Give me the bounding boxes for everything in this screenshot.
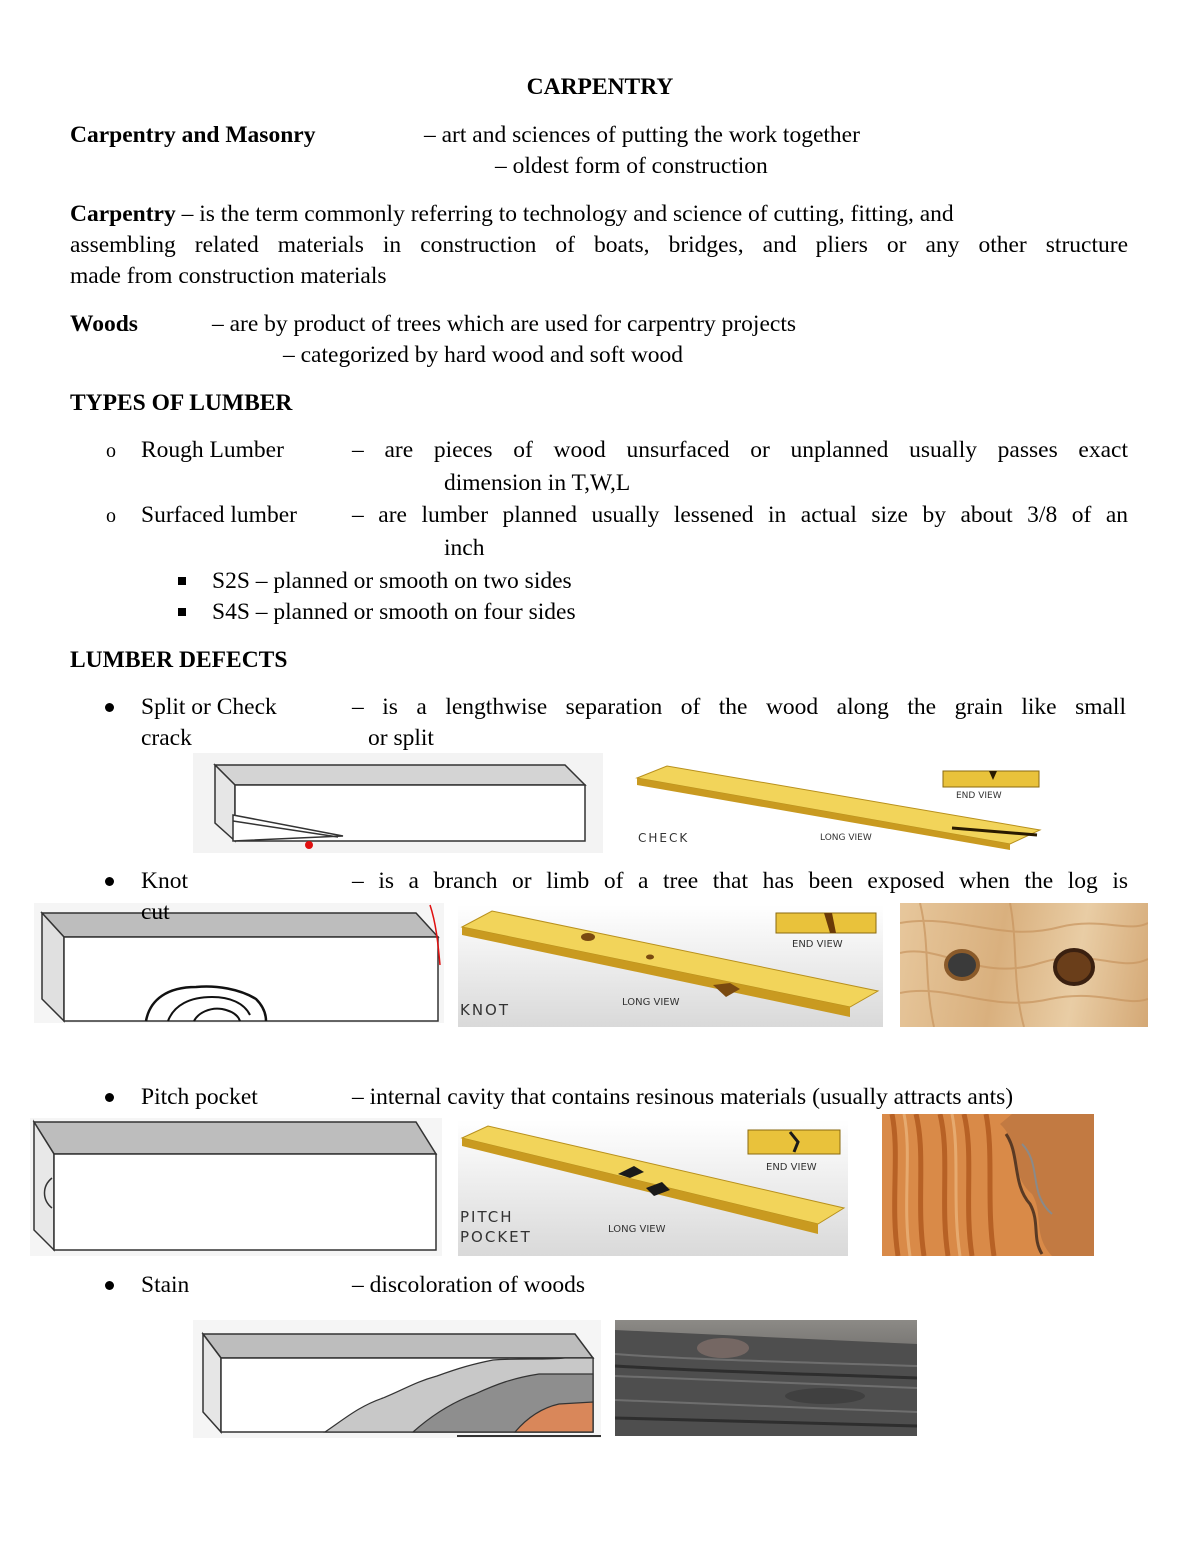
surfaced-lumber-def-1: – are lumber planned usually lessened in actual size by about 3/8 of an (352, 502, 1128, 528)
long-view-label: LONG VIEW (820, 833, 872, 843)
circle-bullet-icon: o (106, 505, 116, 527)
def-carpentry: – is the term commonly referring to technology and science of cutting, fitting, and (181, 201, 954, 227)
term-carpentry-masonry: Carpentry and Masonry (70, 122, 316, 148)
knot-name-1: Knot (141, 868, 188, 894)
carpentry-paragraph-line1 (70, 199, 1128, 230)
rough-lumber-def-1: – are pieces of wood unsurfaced or unplanned usually passes exact (352, 437, 1128, 463)
stain-block-diagram (193, 1320, 601, 1438)
pitch-def-1: – internal cavity that contains resinous materials (usually attracts ants) (352, 1084, 1014, 1110)
pitch-label-1: PITCH (460, 1208, 514, 1226)
carpentry-paragraph-line2: assembling related materials in construction of boats, bridges, and pliers or any other structure (70, 232, 1128, 258)
s4s-item: S4S – planned or smooth on four sides (212, 599, 576, 625)
knot-block-diagram (34, 903, 444, 1023)
stain-photo (615, 1320, 917, 1436)
end-view-label: END VIEW (956, 791, 1002, 801)
check-board-diagram (632, 758, 1044, 854)
knot-photo (900, 903, 1148, 1027)
heading-types-of-lumber: TYPES OF LUMBER (70, 390, 293, 416)
knot-def-1: – is a branch or limb of a tree that has been exposed when the log is (352, 868, 1128, 894)
end-view-label: END VIEW (792, 939, 843, 950)
long-view-label: LONG VIEW (622, 997, 680, 1008)
split-name-2: crack (141, 725, 192, 751)
dot-bullet-icon (105, 1093, 114, 1102)
term-carpentry: Carpentry (70, 201, 176, 227)
end-view-label: END VIEW (766, 1162, 817, 1173)
split-def-2: or split (368, 725, 434, 751)
split-block-diagram (193, 753, 603, 853)
knot-label: KNOT (460, 1001, 511, 1019)
pitch-name: Pitch pocket (141, 1084, 258, 1110)
stain-def-1: – discoloration of woods (352, 1272, 586, 1298)
s2s-item: S2S – planned or smooth on two sides (212, 568, 572, 594)
dot-bullet-icon (105, 703, 114, 712)
pitch-photo (882, 1114, 1094, 1256)
split-name-1: Split or Check (141, 694, 277, 720)
stain-name: Stain (141, 1272, 190, 1298)
def-carpentry-masonry-2: – oldest form of construction (495, 153, 768, 179)
rough-lumber-name: Rough Lumber (141, 437, 284, 463)
split-def-1: – is a lengthwise separation of the wood along the grain like small (352, 694, 1126, 720)
term-woods: Woods (70, 311, 138, 337)
def-woods-2: – categorized by hard wood and soft wood (283, 342, 684, 368)
dot-bullet-icon (105, 1281, 114, 1290)
surfaced-lumber-def-2: inch (444, 535, 485, 561)
check-label: CHECK (638, 831, 690, 845)
heading-lumber-defects: LUMBER DEFECTS (70, 647, 288, 673)
pitch-block-diagram (30, 1118, 442, 1256)
square-bullet-icon (178, 608, 186, 616)
page-title: CARPENTRY (526, 74, 674, 100)
knot-name-2: cut (141, 899, 170, 925)
def-woods-1: – are by product of trees which are used for carpentry projects (212, 311, 796, 337)
def-carpentry-masonry-1: – art and sciences of putting the work together (424, 122, 860, 148)
knot-board-diagram (458, 905, 883, 1027)
carpentry-paragraph-line3: made from construction materials (70, 263, 387, 289)
rough-lumber-def-2: dimension in T,W,L (444, 470, 631, 496)
surfaced-lumber-name: Surfaced lumber (141, 502, 297, 528)
pitch-label-2: POCKET (460, 1228, 532, 1246)
long-view-label: LONG VIEW (608, 1224, 666, 1235)
dot-bullet-icon (105, 877, 114, 886)
circle-bullet-icon: o (106, 440, 116, 462)
square-bullet-icon (178, 577, 186, 585)
pitch-board-diagram (458, 1120, 848, 1256)
